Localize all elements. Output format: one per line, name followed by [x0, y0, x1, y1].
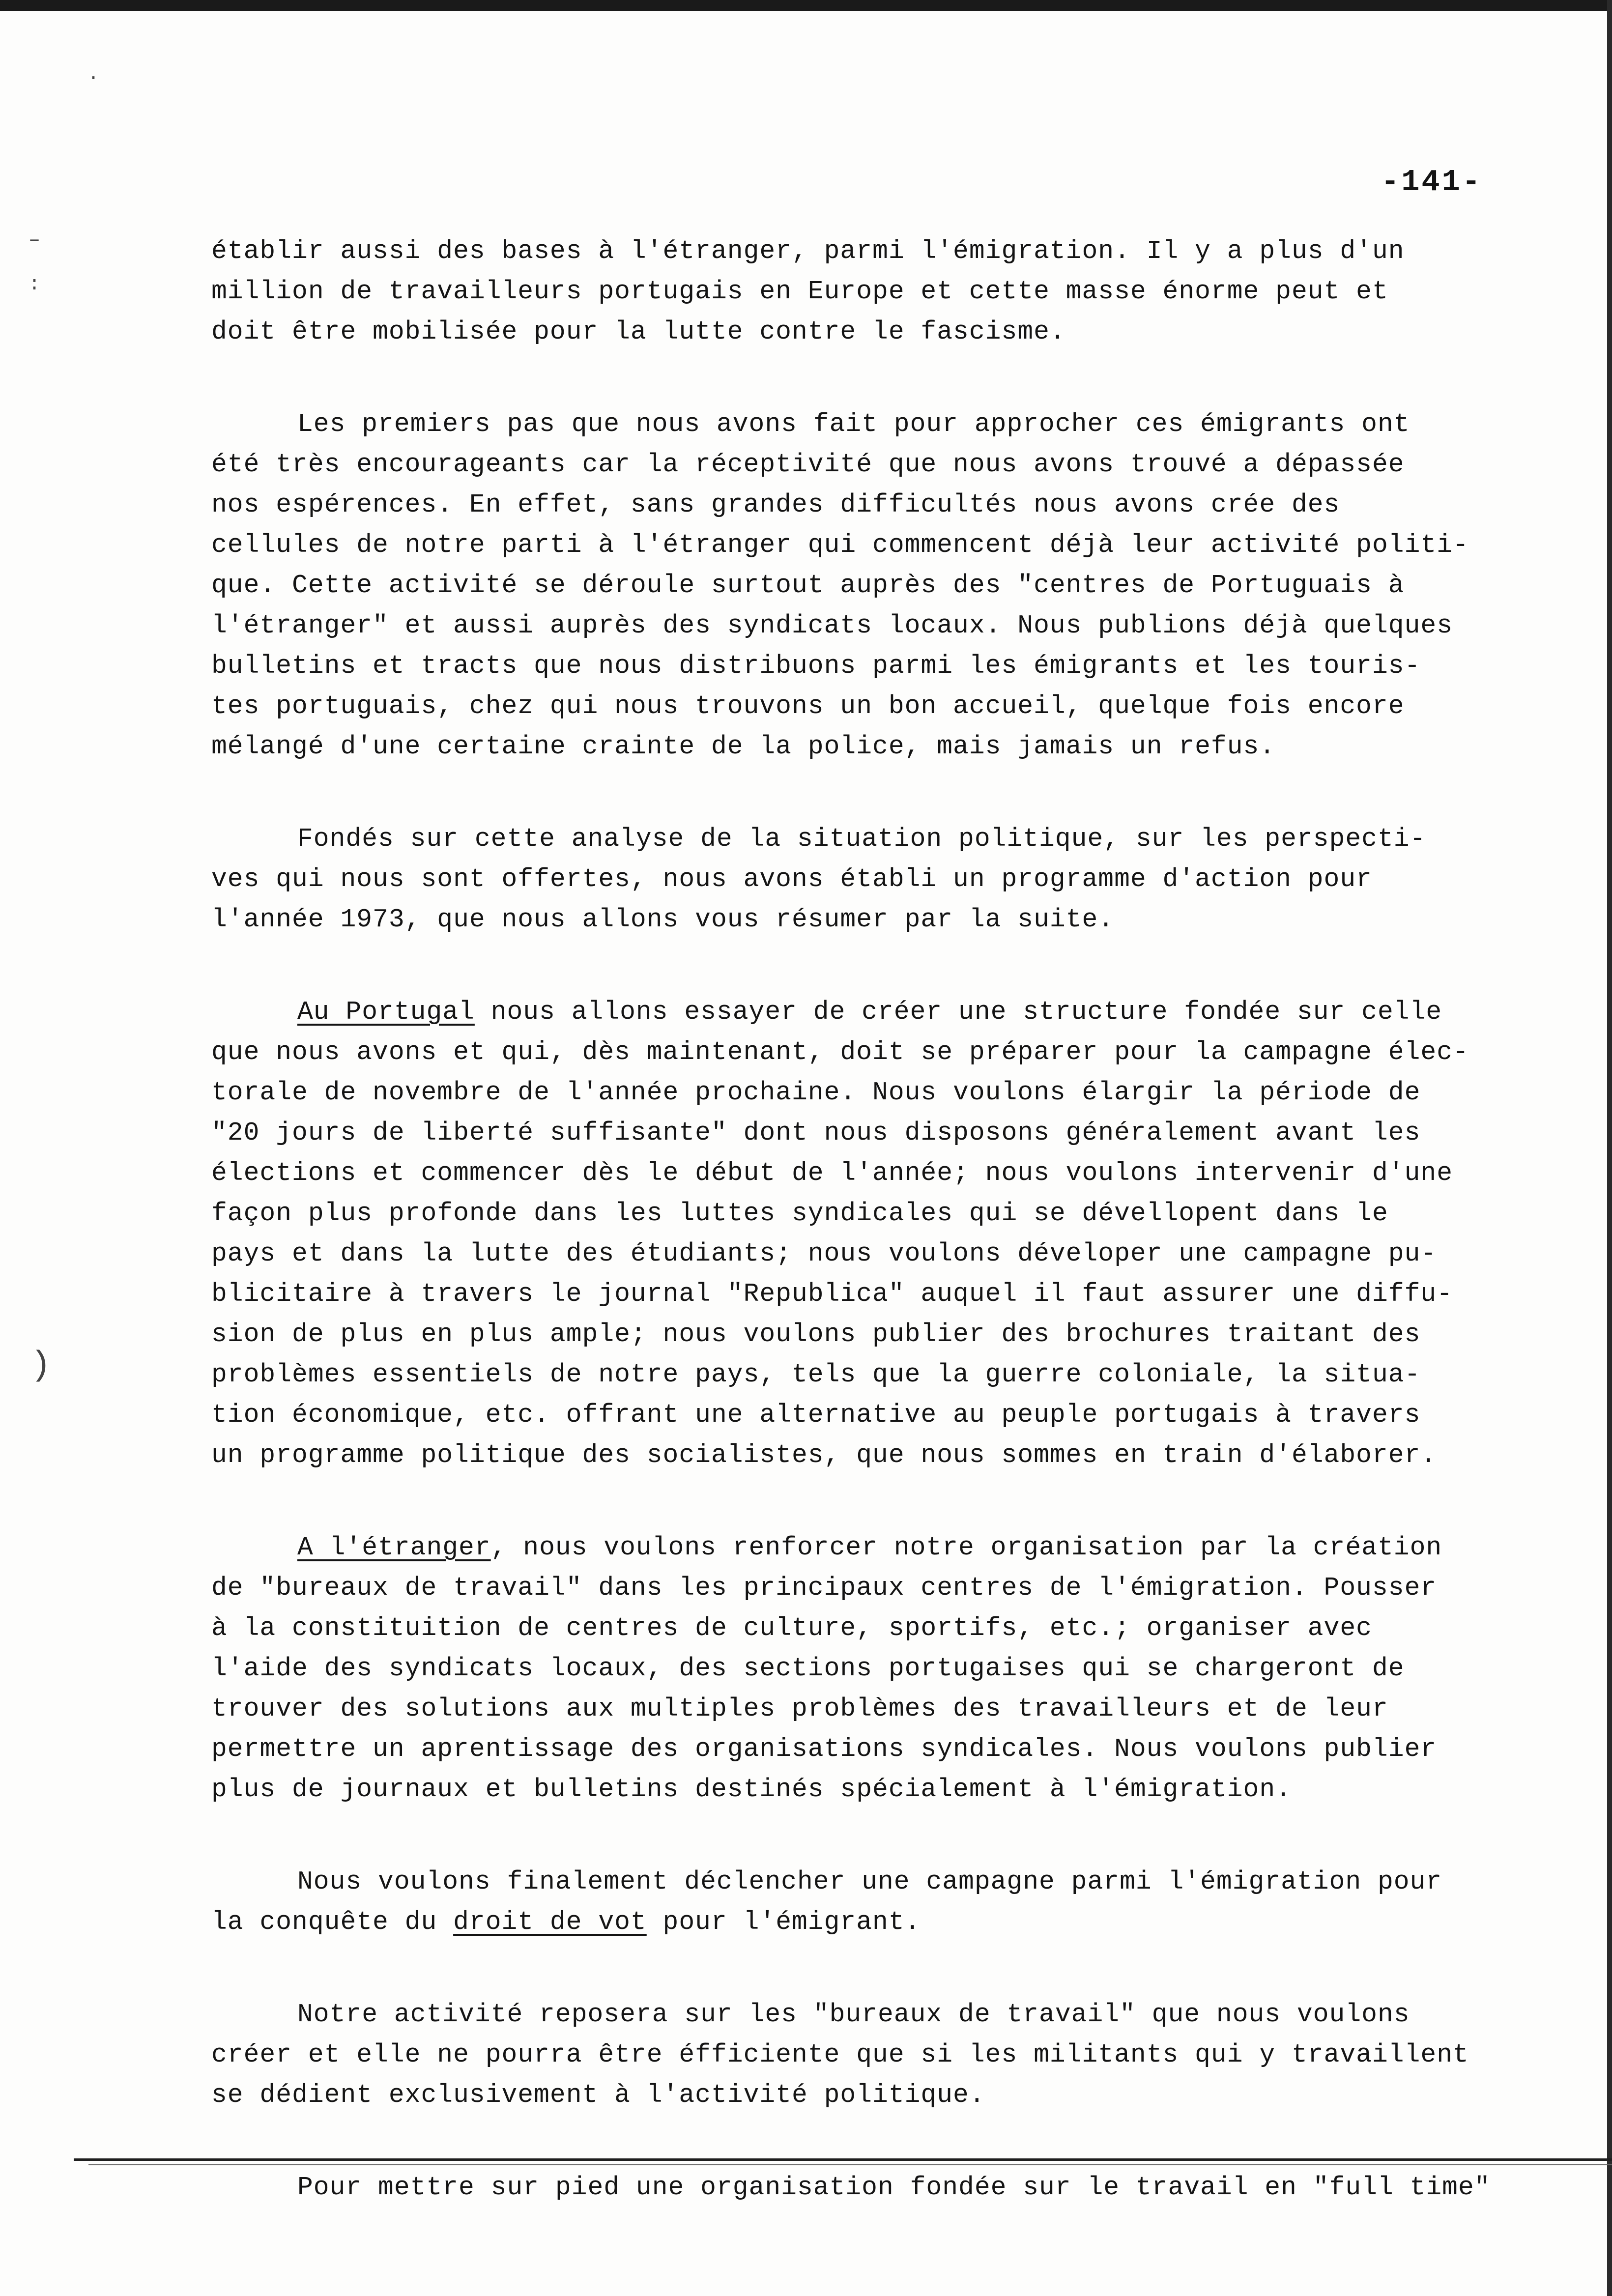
- text-line: blicitaire à travers le journal "Republica" auquel il faut assurer une diffu-: [211, 1279, 1453, 1309]
- text-line: l'étranger" et aussi auprès des syndicats locaux. Nous publions déjà quelques: [211, 611, 1453, 640]
- text-line: été très encourageants car la réceptivité que nous avons trouvé a dépassée: [211, 450, 1405, 479]
- text-line: à la constituition de centres de culture, sportifs, etc.; organiser avec: [211, 1613, 1372, 1643]
- punch-mark: ·: [87, 67, 100, 89]
- text-line: Pour mettre sur pied une organisation fondée sur le travail en "full time": [297, 2173, 1491, 2202]
- text-line: Nous voulons finalement déclencher une campagne parmi l'émigration pour: [297, 1867, 1442, 1896]
- text-line: doit être mobilisée pour la lutte contre le fascisme.: [211, 317, 1066, 346]
- body-text: [211, 231, 1568, 2208]
- text-line: tion économique, etc. offrant une alternative au peuple portugais à travers: [211, 1400, 1421, 1430]
- text-line: Fondés sur cette analyse de la situation politique, sur les perspecti-: [297, 824, 1426, 854]
- text-line: que. Cette activité se déroule surtout auprès des "centres de Portuguais à: [211, 571, 1405, 600]
- text-line: A l'étranger, nous voulons renforcer notre organisation par la création: [297, 1533, 1442, 1562]
- text-line: de "bureaux de travail" dans les principaux centres de l'émigration. Pousser: [211, 1573, 1437, 1603]
- scan-right-edge: [1607, 0, 1612, 2296]
- bottom-rule: [74, 2158, 1612, 2161]
- scan-top-edge: [0, 0, 1612, 11]
- text-line: trouver des solutions aux multiples problèmes des travailleurs et de leur: [211, 1694, 1388, 1723]
- text-line: pays et dans la lutte des étudiants; nous voulons déveloper une campagne pu-: [211, 1239, 1437, 1268]
- text-line: façon plus profonde dans les luttes syndicales qui se dévellopent dans le: [211, 1199, 1388, 1228]
- text-line: que nous avons et qui, dès maintenant, doit se préparer pour la campagne élec-: [211, 1037, 1469, 1067]
- text-line: nos espérences. En effet, sans grandes difficultés nous avons crée des: [211, 490, 1340, 519]
- text-line: Au Portugal nous allons essayer de créer une structure fondée sur celle: [297, 997, 1442, 1027]
- text-line: l'aide des syndicats locaux, des sections portugaises qui se chargeront de: [211, 1654, 1405, 1683]
- underlined-heading-etranger: A l'étranger: [297, 1533, 491, 1562]
- text-line: cellules de notre parti à l'étranger qui commencent déjà leur activité politi-: [211, 530, 1469, 560]
- margin-mark-bracket: ): [30, 1347, 52, 1385]
- text-line: tes portuguais, chez qui nous trouvons un bon accueil, quelque fois encore: [211, 691, 1405, 721]
- text-line: établir aussi des bases à l'étranger, parmi l'émigration. Il y a plus d'un: [211, 236, 1405, 266]
- text-line: bulletins et tracts que nous distribuons parmi les émigrants et les touris-: [211, 651, 1421, 681]
- text-line: Les premiers pas que nous avons fait pour approcher ces émigrants ont: [297, 409, 1410, 439]
- bottom-rule-shadow: [88, 2164, 1612, 2165]
- text-line: sion de plus en plus ample; nous voulons publier des brochures traitant des: [211, 1320, 1421, 1349]
- text-line: ves qui nous sont offertes, nous avons établi un programme d'action pour: [211, 864, 1372, 894]
- underlined-heading-portugal: Au Portugal: [297, 997, 475, 1027]
- text-line: torale de novembre de l'année prochaine. Nous voulons élargir la période de: [211, 1078, 1421, 1107]
- text-line: permettre un aprentissage des organisations syndicales. Nous voulons publier: [211, 1734, 1437, 1764]
- text-line: Notre activité reposera sur les "bureaux de travail" que nous voulons: [297, 2000, 1410, 2029]
- text-line: million de travailleurs portugais en Europe et cette masse énorme peut et: [211, 277, 1388, 306]
- text-line: problèmes essentiels de notre pays, tels que la guerre coloniale, la situa-: [211, 1360, 1421, 1389]
- text-line: se dédient exclusivement à l'activité politique.: [211, 2080, 985, 2110]
- underlined-phrase-droit-de-vot: droit de vot: [453, 1907, 647, 1937]
- text-line: plus de journaux et bulletins destinés spécialement à l'émigration.: [211, 1775, 1292, 1804]
- text-line: mélangé d'une certaine crainte de la police, mais jamais un refus.: [211, 732, 1276, 761]
- text-line: un programme politique des socialistes, que nous sommes en train d'élaborer.: [211, 1440, 1437, 1470]
- margin-mark-top: –: [29, 230, 41, 252]
- margin-mark-middle: :: [29, 274, 41, 296]
- text-line: créer et elle ne pourra être éfficiente que si les militants qui y travaillent: [211, 2040, 1469, 2069]
- text-line: la conquête du droit de vot pour l'émigrant.: [211, 1907, 921, 1937]
- text-line: "20 jours de liberté suffisante" dont nous disposons généralement avant les: [211, 1118, 1421, 1148]
- page-number: -141-: [1381, 165, 1483, 200]
- text-line: l'année 1973, que nous allons vous résumer par la suite.: [211, 905, 1115, 934]
- text-line: élections et commencer dès le début de l'année; nous voulons intervenir d'une: [211, 1158, 1453, 1188]
